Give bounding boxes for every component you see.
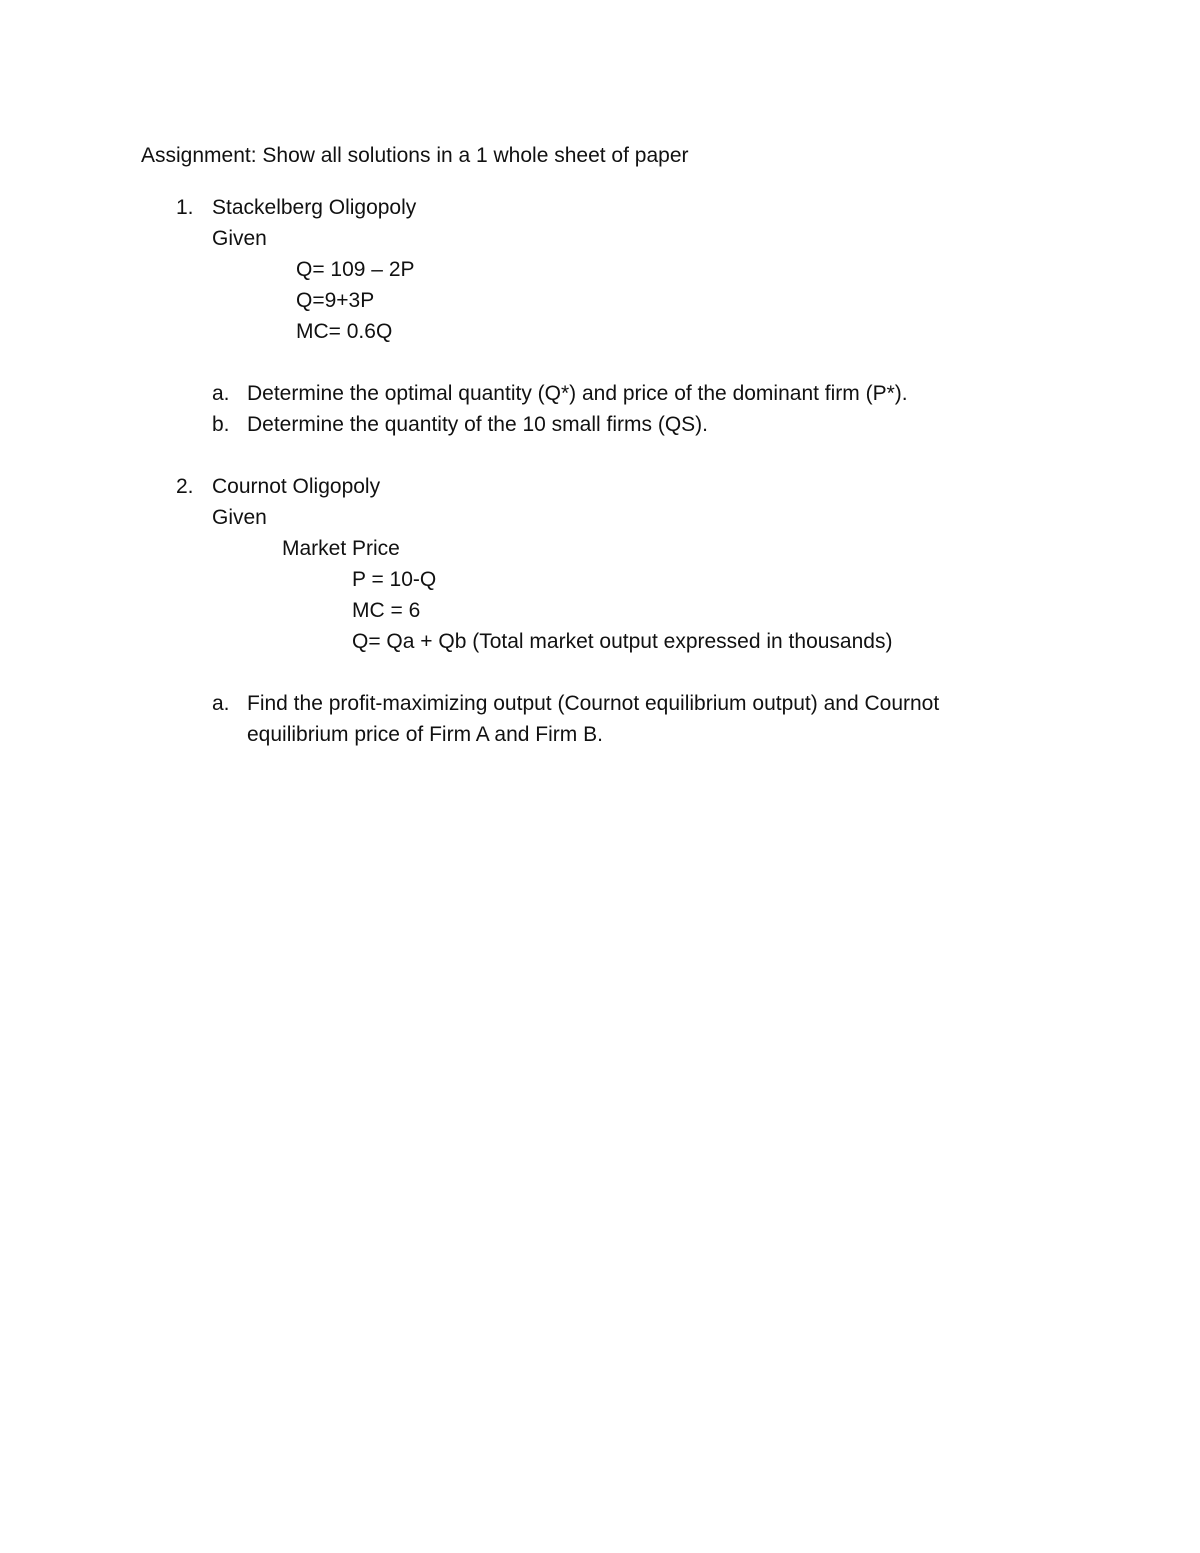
given-label: Given <box>212 227 267 250</box>
problem-title: Stackelberg Oligopoly <box>212 196 417 219</box>
equation: Q= Qa + Qb (Total market output expressed in thousands) <box>352 630 893 653</box>
equation: MC = 6 <box>352 599 421 622</box>
given-label: Given <box>212 506 267 529</box>
question-letter: a. <box>212 692 230 715</box>
equation: Q=9+3P <box>296 289 375 312</box>
question-text: Determine the quantity of the 10 small firms (QS). <box>247 413 709 436</box>
problem-number: 1. <box>176 196 194 219</box>
sub-label: Market Price <box>282 537 400 560</box>
assignment-header: Assignment: Show all solutions in a 1 whole sheet of paper <box>141 144 689 167</box>
question-letter: a. <box>212 382 230 405</box>
question-text: Determine the optimal quantity (Q*) and price of the dominant firm (P*). <box>247 382 908 405</box>
equation: MC= 0.6Q <box>296 320 393 343</box>
question-letter: b. <box>212 413 230 436</box>
equation: Q= 109 – 2P <box>296 258 415 281</box>
question-text-continued: equilibrium price of Firm A and Firm B. <box>247 723 603 746</box>
question-text: Find the profit-maximizing output (Cournot equilibrium output) and Cournot <box>247 692 940 715</box>
equation: P = 10-Q <box>352 568 437 591</box>
problem-title: Cournot Oligopoly <box>212 475 381 498</box>
problem-number: 2. <box>176 475 194 498</box>
